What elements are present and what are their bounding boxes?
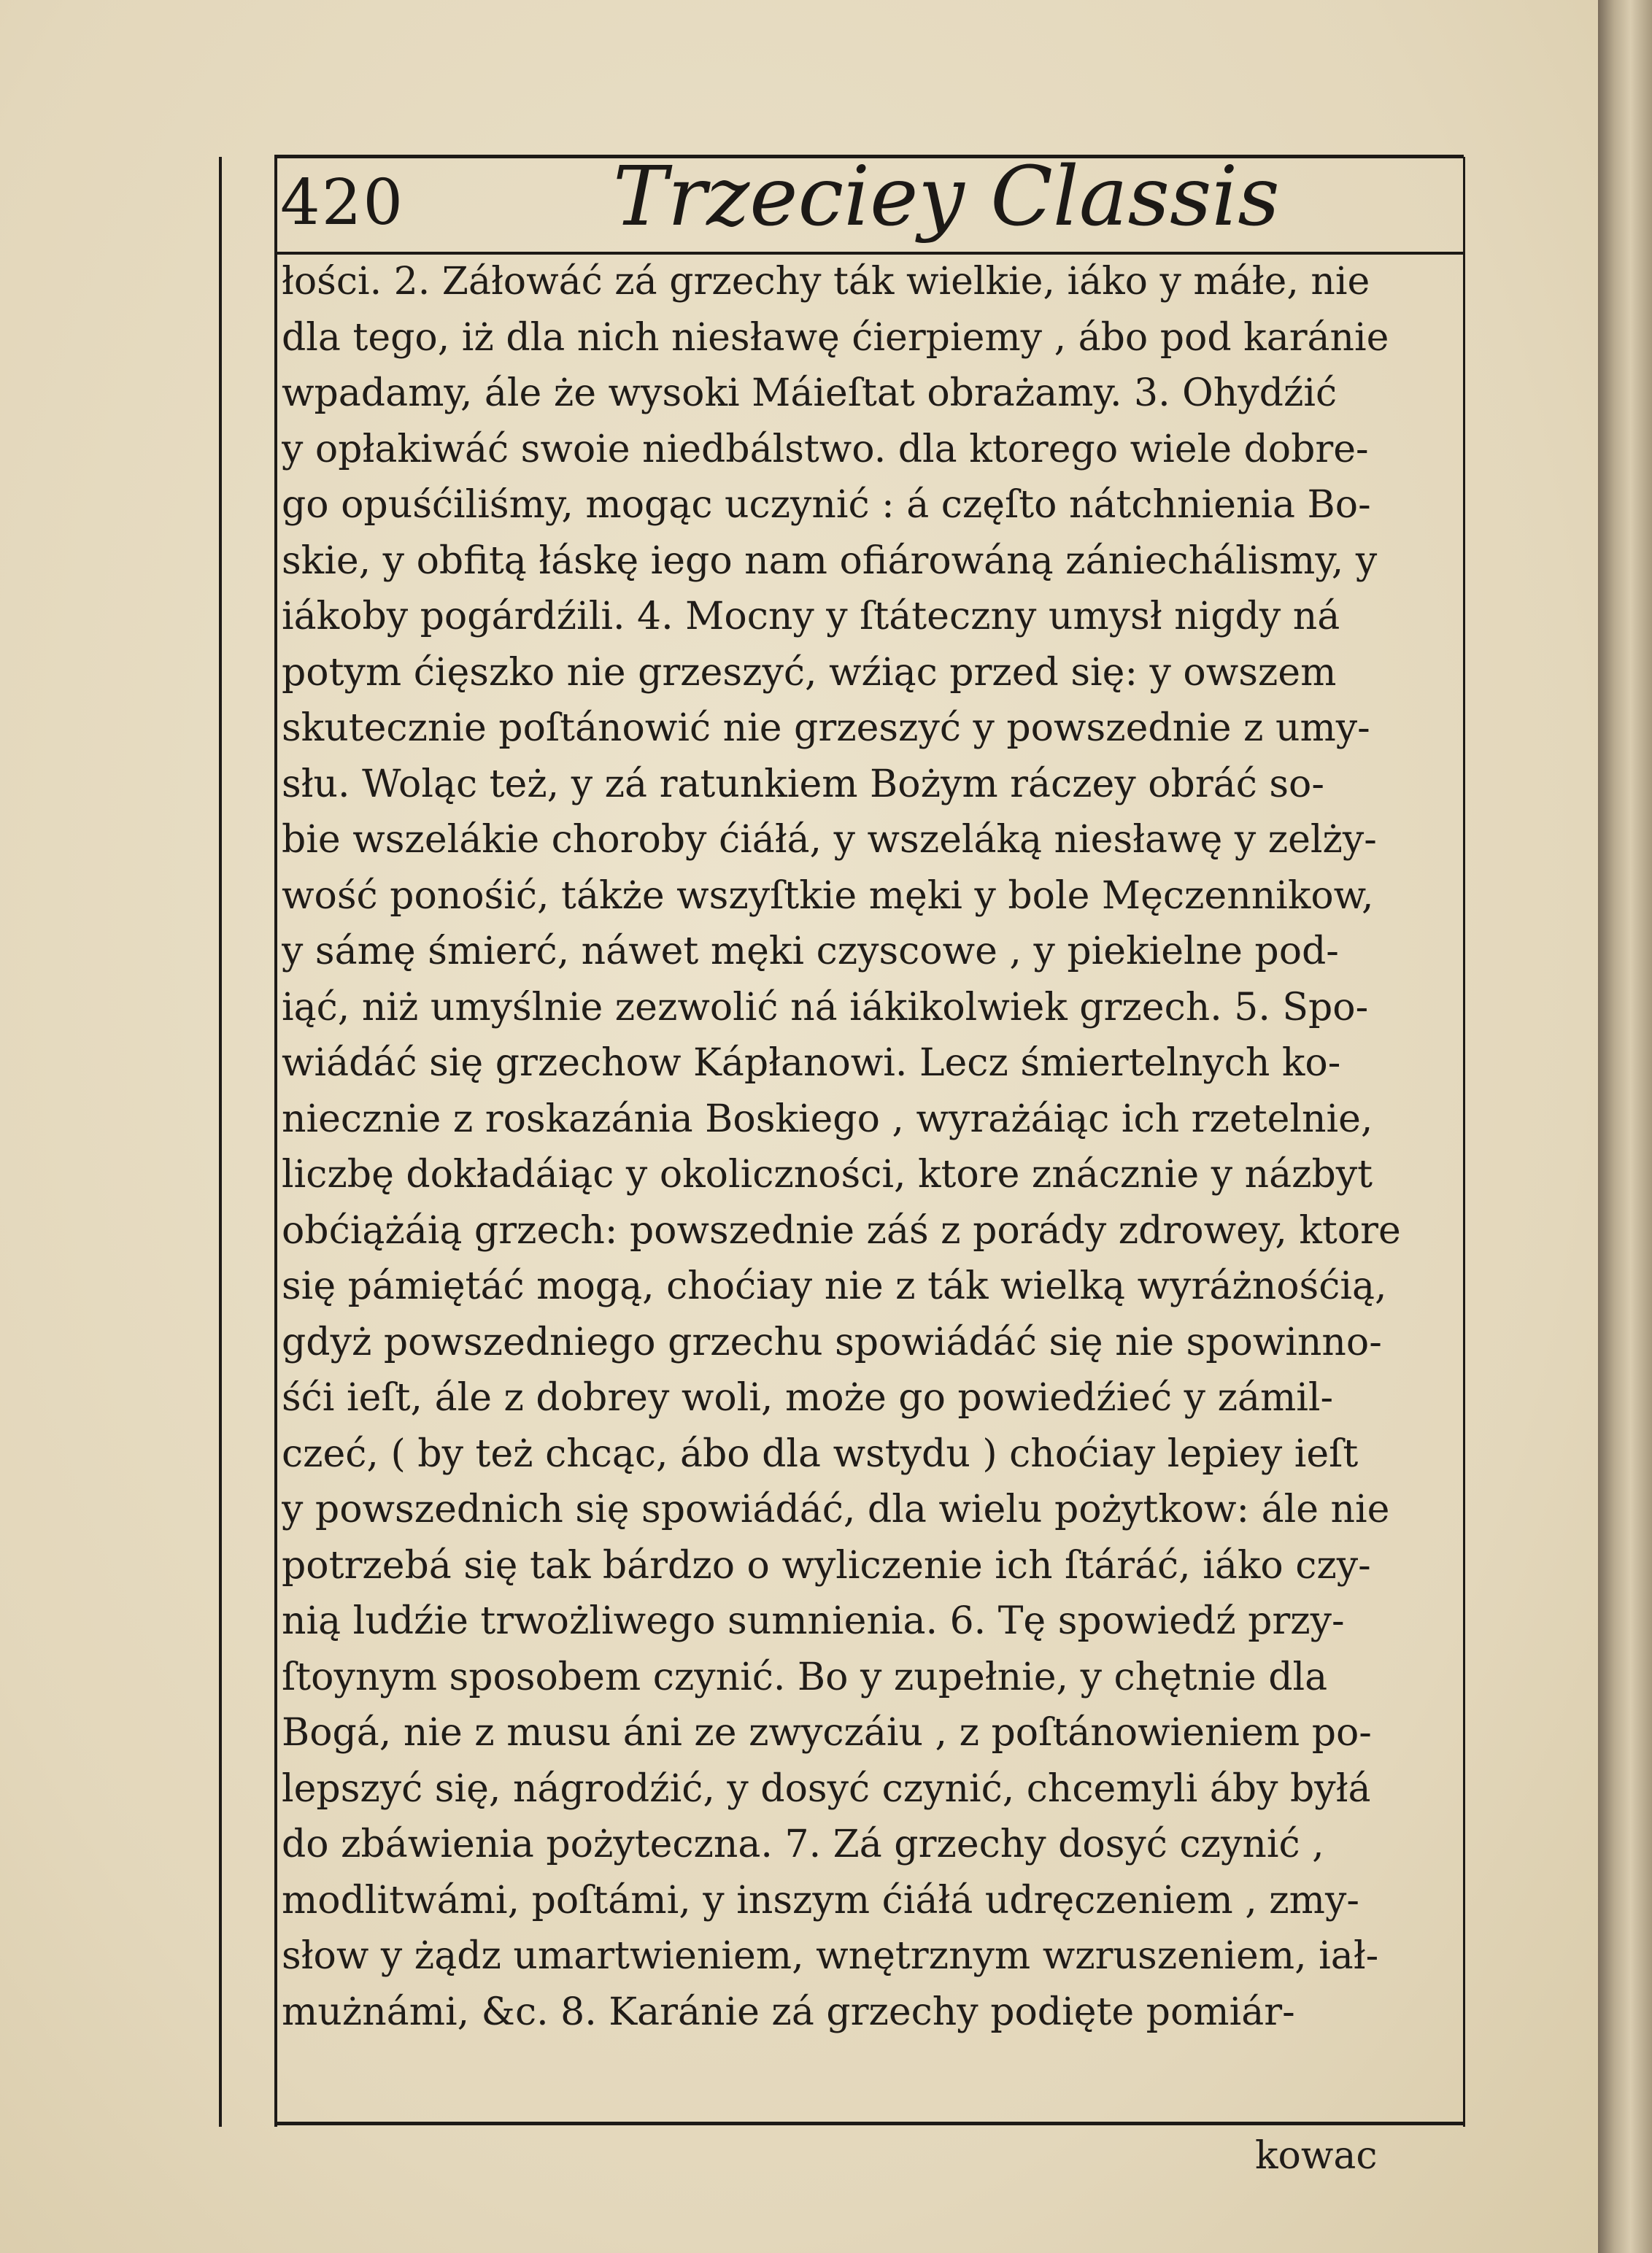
- text-line: y opłakiwáć swoie niedbálstwo. dla ktorego wiele dobre-: [282, 427, 1369, 471]
- body-text: [282, 254, 1456, 2040]
- text-line: niecznie z roskazánia Boskiego , wyrażáiąc ich rzetelnie,: [282, 1097, 1373, 1141]
- text-line: wość ponośić, tákże wszyſtkie męki y bole Męczennikow,: [282, 873, 1374, 918]
- margin-rule: [219, 157, 222, 2127]
- text-line: iákoby pogárdźili. 4. Mocny y ſtáteczny umysł nigdy ná: [282, 595, 1340, 638]
- text-line: Bogá, nie z musu áni ze zwyczáiu , z poſtánowieniem po-: [282, 1711, 1372, 1755]
- text-line: mużnámi, &c. 8. Karánie zá grzechy podięte pomiár-: [282, 1990, 1295, 2034]
- text-line: modlitwámi, poſtámi, y inszym ćiáłá udręczeniem , zmy-: [282, 1878, 1359, 1922]
- text-line: do zbáwienia pożyteczna. 7. Zá grzechy dosyć czynić ,: [282, 1823, 1324, 1866]
- text-line: słow y żądz umartwieniem, wnętrznym wzruszeniem, iał-: [282, 1934, 1379, 1978]
- text-line: iąć, niż umyślnie zezwolić ná iákikolwiek grzech. 5. Spo-: [282, 985, 1369, 1029]
- text-line: potrzebá się tak bárdzo o wyliczenie ich ſtáráć, iáko czy-: [282, 1543, 1371, 1588]
- text-line: łości. 2. Záłowáć zá grzechy ták wielkie, iáko y máłe, nie: [282, 260, 1370, 304]
- text-line: nią ludźie trwożliwego sumnienia. 6. Tę spowiedź przy-: [282, 1599, 1345, 1643]
- text-line: wpadamy, ále że wysoki Máieſtat obrażamy. 3. Ohydźić: [282, 371, 1338, 415]
- text-line: gdyż powszedniego grzechu spowiádáć się nie spowinno-: [282, 1320, 1382, 1364]
- text-line: y sámę śmierć, náwet męki czyscowe , y piekielne pod-: [282, 930, 1339, 973]
- text-line: go opuśćiliśmy, mogąc uczynić : á częſto nátchnienia Bo-: [282, 483, 1371, 527]
- catchword: kowac: [1255, 2134, 1378, 2178]
- text-line: skutecznie poſtánowić nie grzeszyć y powszednie z umy-: [282, 706, 1370, 750]
- text-line: skie, y obfitą łáskę iego nam ofiárowáną zániechálismy, y: [282, 538, 1378, 583]
- text-line: obćiążáią grzech: powszednie záś z porády zdrowey, ktore: [282, 1208, 1401, 1253]
- bottom-rule: [274, 2122, 1464, 2125]
- text-line: ſtoynym sposobem czynić. Bo y zupełnie, y chętnie dla: [282, 1655, 1328, 1699]
- running-title: Trzeciey Classis: [613, 150, 1280, 244]
- text-line: potym ćięszko nie grzeszyć, wźiąc przed się: y owszem: [282, 650, 1337, 695]
- page-number: 420: [280, 166, 405, 239]
- book-gutter: [1598, 0, 1652, 2253]
- text-line: czeć, ( by też chcąc, ábo dla wstydu ) choćiay lepiey ieſt: [282, 1431, 1359, 1476]
- text-line: y powszednich się spowiádáć, dla wielu pożytkow: ále nie: [282, 1488, 1390, 1531]
- text-line: wiádáć się grzechow Kápłanowi. Lecz śmiertelnych ko-: [282, 1041, 1341, 1085]
- text-line: bie wszelákie choroby ćiáłá, y wszeláką niesławę y zelży-: [282, 818, 1377, 862]
- text-line: liczbę dokładáiąc y okoliczności, ktore znácznie y názbyt: [282, 1153, 1373, 1197]
- text-line: śći ieſt, ále z dobrey woli, może go powiedźieć y zámil-: [282, 1376, 1334, 1420]
- text-line: słu. Woląc też, y zá ratunkiem Bożym ráczey obráć so-: [282, 762, 1324, 806]
- text-line: się pámiętáć mogą, choćiay nie z ták wielką wyráżnośćią,: [282, 1264, 1387, 1308]
- text-line: dla tego, iż dla nich niesławę ćierpiemy , ábo pod karánie: [282, 315, 1389, 360]
- text-line: lepszyć się, nágrodźić, y dosyć czynić, chcemyli áby byłá: [282, 1766, 1371, 1811]
